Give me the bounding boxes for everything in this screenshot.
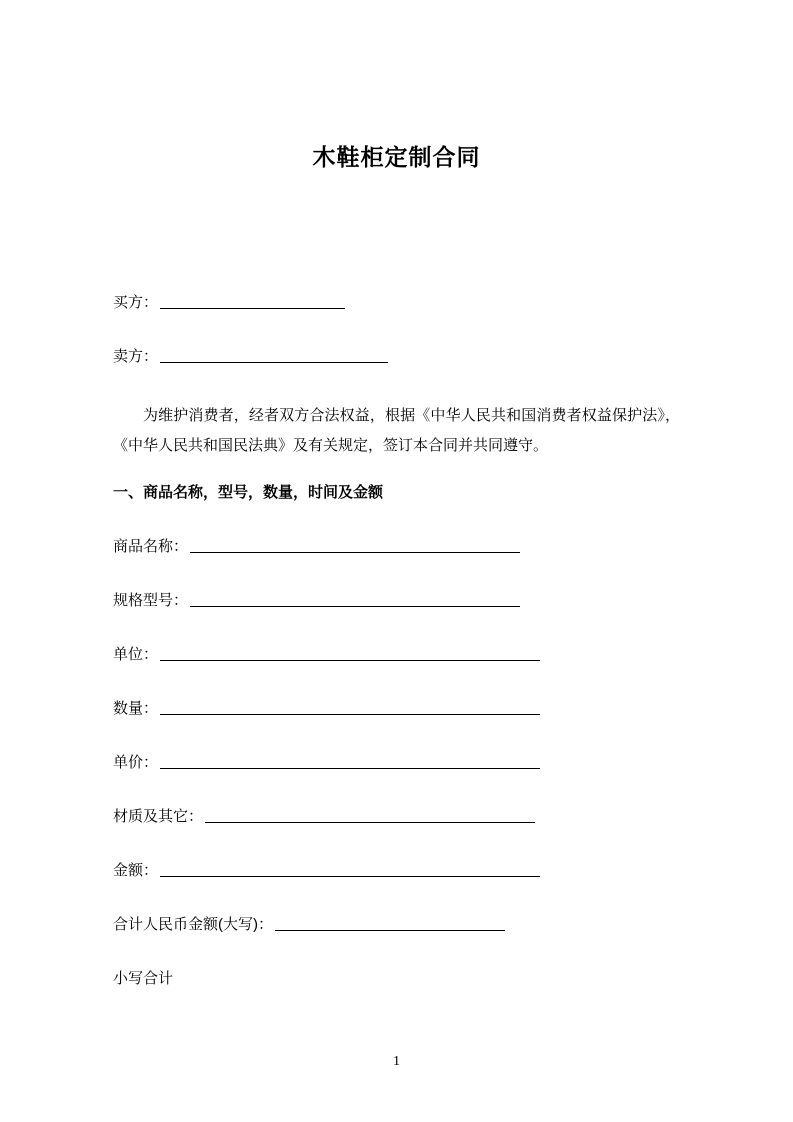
amount-label: 金额： (113, 862, 159, 879)
unit-blank-line (160, 647, 540, 661)
field-row-quantity (113, 700, 680, 717)
product-name-label: 商品名称： (113, 538, 189, 555)
buyer-row (113, 294, 680, 311)
seller-label: 卖方： (113, 348, 159, 365)
unit-price-label: 单价： (113, 754, 159, 771)
subtotal-label: 小写合计 (113, 970, 174, 987)
total-in-words-blank-line (275, 917, 505, 931)
contract-preamble: 为维护消费者，经者双方合法权益，根据《中华人民共和国消费者权益保护法》，《中华人民共和国民法典》及有关规定，签订本合同并共同遵守。 (113, 407, 680, 454)
quantity-label: 数量： (113, 700, 159, 717)
spec-model-blank-line (190, 593, 520, 607)
field-row-total-in-words (113, 916, 680, 933)
document-content (0, 139, 793, 987)
seller-row (113, 348, 680, 365)
field-row-amount (113, 862, 680, 879)
amount-blank-line (160, 863, 540, 877)
unit-price-blank-line (160, 755, 540, 769)
product-name-blank-line (190, 539, 520, 553)
material-label: 材质及其它： (113, 808, 204, 825)
field-row-material (113, 808, 680, 825)
field-row-spec-model (113, 592, 680, 609)
page-number: 1 (393, 1054, 400, 1069)
quantity-blank-line (160, 701, 540, 715)
seller-blank-line (160, 349, 388, 363)
field-row-unit-price (113, 754, 680, 771)
total-in-words-label: 合计人民币金额(大写)： (113, 916, 273, 933)
buyer-label: 买方： (113, 294, 159, 311)
unit-label: 单位： (113, 646, 159, 663)
section-heading: 一、商品名称，型号，数量，时间及金额 (113, 484, 384, 501)
material-blank-line (205, 809, 535, 823)
spec-model-label: 规格型号： (113, 592, 189, 609)
buyer-blank-line (160, 295, 345, 309)
field-row-product-name (113, 538, 680, 555)
document-title: 木鞋柜定制合同 (312, 144, 481, 170)
field-row-unit (113, 646, 680, 663)
